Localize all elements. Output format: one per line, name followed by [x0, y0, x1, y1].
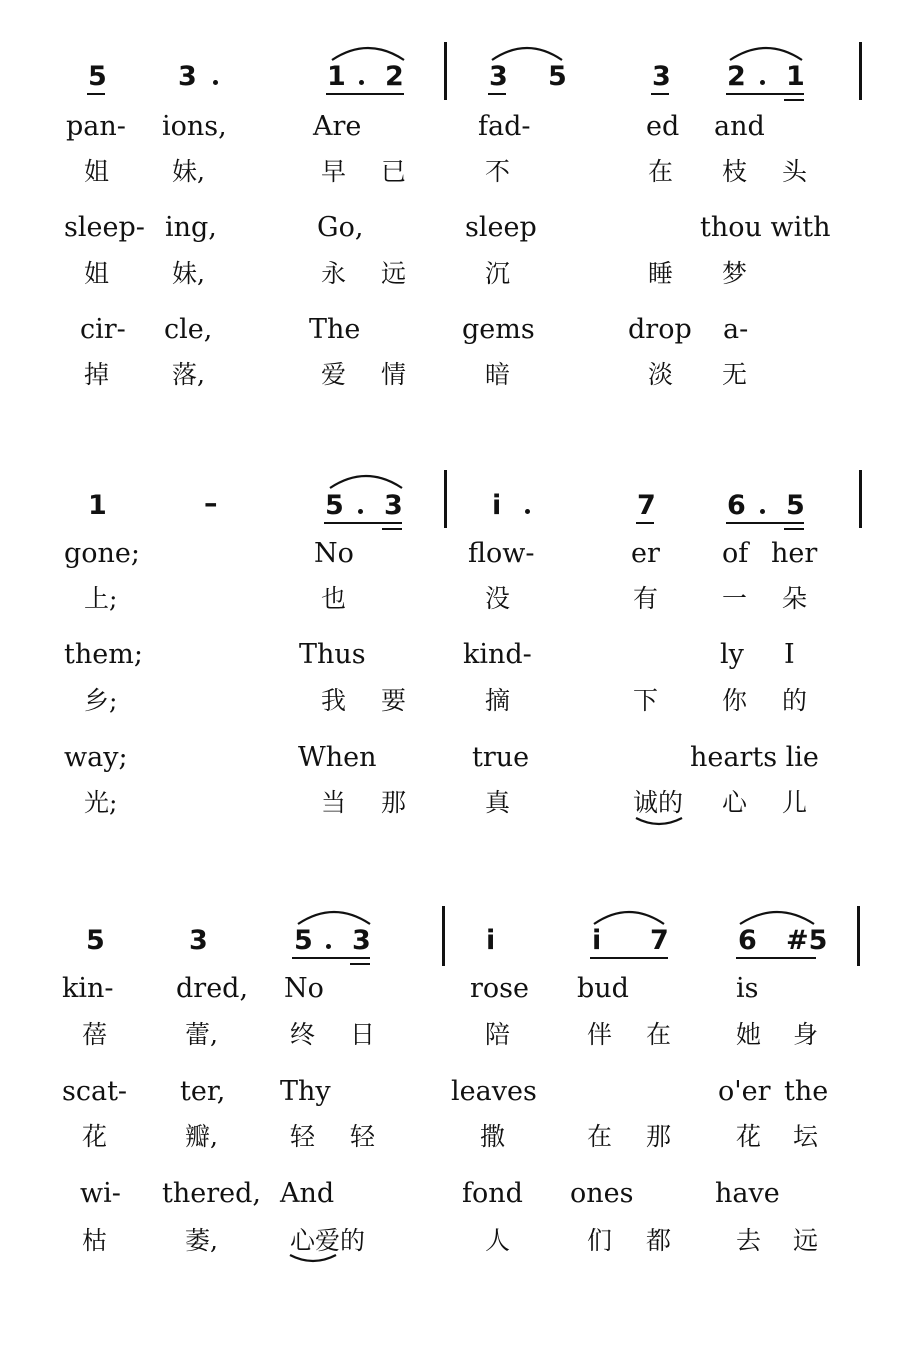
lyric-zh: 当: [321, 788, 347, 817]
note: 7: [637, 490, 656, 521]
lyric-zh: 蕾,: [185, 1020, 218, 1049]
lyric-en: gone;: [64, 538, 141, 569]
lyric-zh: 朵: [782, 584, 808, 613]
note: 7: [650, 925, 669, 956]
slur: [592, 906, 666, 926]
lyric-zh: 身: [793, 1020, 819, 1049]
lyric-zh: 早: [321, 157, 347, 186]
dot: [326, 944, 331, 949]
lyric-en: Thus: [299, 639, 366, 670]
lyric-en: have: [715, 1178, 780, 1209]
lyric-en: Thy: [280, 1076, 331, 1107]
lyric-zh: 姐: [84, 157, 110, 186]
lyric-en: her: [771, 538, 818, 569]
barline: [442, 906, 445, 966]
lyric-en: wi-: [80, 1178, 121, 1209]
note: 3: [652, 61, 671, 92]
lyric-en: gems: [462, 314, 535, 345]
lyric-zh: 暗: [485, 360, 511, 389]
lyric-en: flow-: [468, 538, 535, 569]
note: i: [486, 925, 496, 956]
lyric-zh: 情: [381, 360, 407, 389]
lyric-en: o'er: [718, 1076, 771, 1107]
lyric-en: fond: [462, 1178, 523, 1209]
lyric-zh: 远: [793, 1226, 819, 1255]
lyric-en: kin-: [62, 973, 114, 1004]
lyric-zh: 轻: [350, 1122, 376, 1151]
lyric-en: ing,: [165, 212, 217, 243]
lyric-zh: 爱: [321, 360, 347, 389]
lyric-en: true: [472, 742, 530, 773]
lyric-zh: 妹,: [172, 259, 205, 288]
note: 3: [189, 925, 208, 956]
slur: [288, 1253, 338, 1265]
lyric-zh: 摘: [485, 686, 511, 715]
lyric-zh: 轻: [290, 1122, 316, 1151]
lyric-zh: 头: [782, 157, 808, 186]
lyric-zh: 心: [722, 788, 748, 817]
note: 2: [385, 61, 404, 92]
lyric-zh: 姐: [84, 259, 110, 288]
note: 1: [88, 490, 107, 521]
note: 2: [727, 61, 746, 92]
lyric-en: sleep-: [64, 212, 145, 243]
lyric-en: scat-: [62, 1076, 128, 1107]
lyric-en: When: [298, 742, 377, 773]
lyric-zh: 淡: [648, 360, 674, 389]
barline: [857, 906, 860, 966]
lyric-en: of: [722, 538, 749, 569]
note: 5: [548, 61, 567, 92]
lyric-zh: 枝: [722, 157, 748, 186]
lyric-en: dred,: [176, 973, 249, 1004]
lyric-zh: 都: [646, 1226, 672, 1255]
lyric-zh: 上;: [84, 584, 118, 613]
lyric-en: thou with: [700, 212, 831, 243]
lyric-zh: 瓣,: [185, 1122, 218, 1151]
note: 3: [352, 925, 371, 956]
lyric-zh: 沉: [485, 259, 511, 288]
note: 1: [327, 61, 346, 92]
lyric-en: is: [736, 973, 759, 1004]
note: 5: [88, 61, 107, 92]
lyric-en: Go,: [317, 212, 364, 243]
lyric-en: rose: [470, 973, 529, 1004]
lyric-zh: 要: [381, 686, 407, 715]
lyric-zh: 妹,: [172, 157, 205, 186]
lyric-en: and: [714, 111, 765, 142]
lyric-zh: 在: [648, 157, 674, 186]
lyric-zh: 落,: [172, 360, 205, 389]
lyric-en: bud: [577, 973, 629, 1004]
lyric-zh: 日: [350, 1020, 376, 1049]
lyric-en: them;: [64, 639, 143, 670]
lyric-zh: 伴: [587, 1020, 613, 1049]
lyric-en: cir-: [80, 314, 126, 345]
underline: [350, 963, 370, 965]
lyric-en: No: [314, 538, 354, 569]
note: 3: [489, 61, 508, 92]
note: 5: [86, 925, 105, 956]
lyric-zh: 人: [485, 1226, 511, 1255]
lyric-zh: 蓓: [82, 1020, 108, 1049]
lyric-zh: 真: [485, 788, 511, 817]
note: i: [492, 490, 502, 521]
lyric-zh: 们: [587, 1226, 613, 1255]
note: 5: [294, 925, 313, 956]
lyric-en: kind-: [463, 639, 532, 670]
lyric-zh: 无: [722, 360, 748, 389]
lyric-en: ones: [570, 1178, 634, 1209]
underline: [736, 957, 816, 959]
lyric-en: ter,: [180, 1076, 226, 1107]
lyric-en: leaves: [451, 1076, 537, 1107]
lyric-zh: 在: [587, 1122, 613, 1151]
lyric-zh: 我: [321, 686, 347, 715]
lyric-en: ly: [720, 639, 744, 670]
lyric-zh: 永: [321, 259, 347, 288]
lyric-en: drop: [628, 314, 692, 345]
lyric-zh: 萎,: [185, 1226, 218, 1255]
lyric-en: I: [784, 639, 795, 670]
lyric-zh: 的: [782, 686, 808, 715]
lyric-zh: 掉: [84, 360, 110, 389]
lyric-en: sleep: [465, 212, 537, 243]
lyric-en: ions,: [162, 111, 227, 142]
note: #5: [786, 925, 828, 956]
lyric-en: a-: [723, 314, 749, 345]
lyric-en: ed: [646, 111, 680, 142]
lyric-zh: 不: [485, 157, 511, 186]
lyric-zh: 陪: [485, 1020, 511, 1049]
lyric-zh: 光;: [84, 788, 118, 817]
lyric-zh: 儿: [782, 788, 808, 817]
lyric-zh: 在: [646, 1020, 672, 1049]
lyric-en: way;: [64, 742, 128, 773]
lyric-zh: 也: [321, 584, 347, 613]
note: 6: [727, 490, 746, 521]
lyric-en: Are: [313, 111, 362, 142]
note: i: [592, 925, 602, 956]
lyric-zh: 撒: [480, 1122, 506, 1151]
slur: [738, 906, 816, 926]
note: 5: [325, 490, 344, 521]
lyric-zh: 远: [381, 259, 407, 288]
note: –: [204, 488, 218, 519]
lyric-en: fad-: [478, 111, 531, 142]
lyric-en: The: [309, 314, 361, 345]
lyric-en: the: [784, 1076, 829, 1107]
lyric-zh: 下: [633, 686, 659, 715]
note: 3: [384, 490, 403, 521]
slur: [296, 906, 372, 926]
underline: [292, 957, 370, 959]
lyric-zh: 终: [290, 1020, 316, 1049]
lyric-zh: 已: [381, 157, 407, 186]
note: 1: [786, 61, 805, 92]
lyric-en: cle,: [164, 314, 213, 345]
lyric-zh: 睡: [648, 259, 674, 288]
lyric-en: pan-: [66, 111, 126, 142]
lyric-zh: 花: [82, 1122, 108, 1151]
lyric-zh: 一: [722, 584, 748, 613]
note: 5: [786, 490, 805, 521]
lyric-en: thered,: [162, 1178, 261, 1209]
lyric-zh: 那: [381, 788, 407, 817]
note: 6: [738, 925, 757, 956]
lyric-zh: 乡;: [84, 686, 118, 715]
lyric-en: No: [284, 973, 324, 1004]
lyric-zh: 心爱的: [290, 1226, 366, 1255]
lyric-en: er: [631, 538, 660, 569]
lyric-zh: 诚的: [633, 788, 684, 817]
underline: [590, 957, 668, 959]
lyric-zh: 你: [722, 686, 748, 715]
lyric-zh: 有: [633, 584, 659, 613]
note: 3: [178, 61, 197, 92]
lyric-zh: 去: [736, 1226, 762, 1255]
lyric-en: And: [280, 1178, 335, 1209]
lyric-zh: 梦: [722, 259, 748, 288]
lyric-zh: 花: [736, 1122, 762, 1151]
lyric-zh: 坛: [793, 1122, 819, 1151]
lyric-zh: 那: [646, 1122, 672, 1151]
lyric-zh: 枯: [82, 1226, 108, 1255]
lyric-zh: 她: [736, 1020, 762, 1049]
lyric-zh: 没: [485, 584, 511, 613]
lyric-en: hearts lie: [690, 742, 819, 773]
